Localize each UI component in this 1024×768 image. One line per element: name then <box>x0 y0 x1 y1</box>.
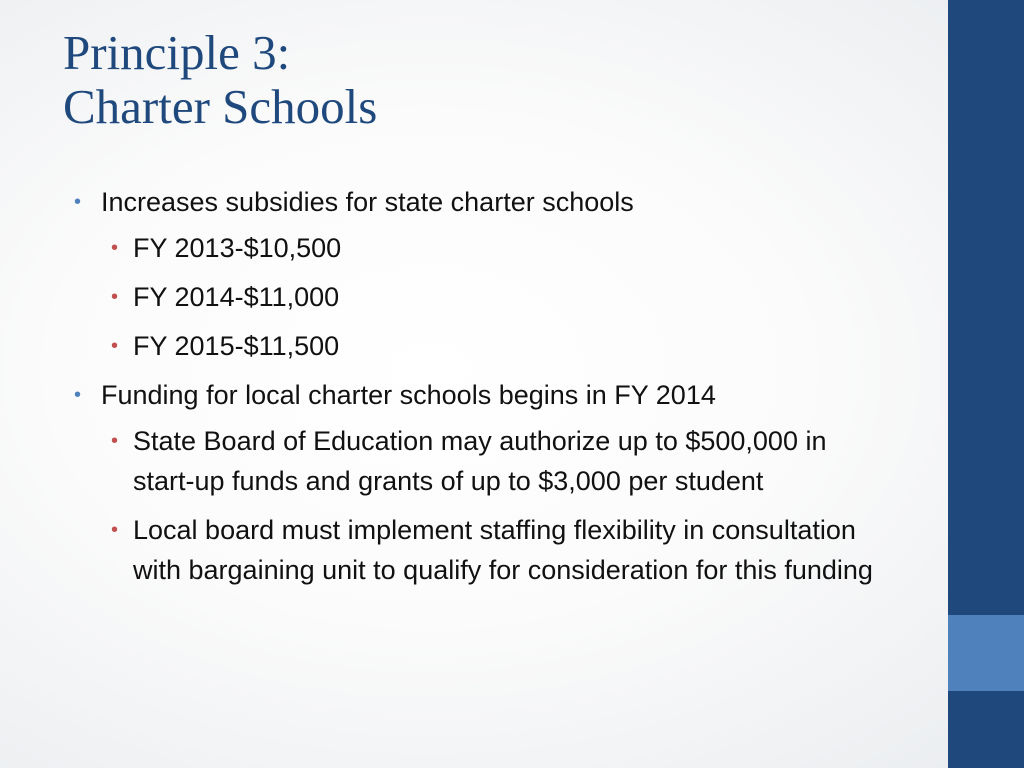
bullet-text: Funding for local charter schools begins in FY 2014 <box>101 380 716 410</box>
side-bar-accent-decoration <box>948 615 1024 691</box>
bullet-list <box>70 182 890 599</box>
sub-bullet-text: State Board of Education may authorize up to $500,000 in start-up funds and grants of up to $3,000 per student <box>133 426 827 496</box>
bullet-item <box>70 375 890 590</box>
sub-bullet-text: FY 2015-$11,500 <box>133 331 340 361</box>
title-line-1: Principle 3: <box>63 25 291 80</box>
sub-bullet-text: Local board must implement staffing flexibility in consultation with bargaining unit to qualify for consideration for this funding <box>133 515 873 585</box>
sub-bullet-item <box>101 326 890 366</box>
bullet-text: Increases subsidies for state charter schools <box>101 187 634 217</box>
sub-bullet-list <box>101 421 890 590</box>
sub-bullet-icon: • <box>111 519 119 541</box>
sub-bullet-icon: • <box>111 237 119 259</box>
bullet-icon: • <box>74 191 82 213</box>
sub-bullet-text: FY 2014-$11,000 <box>133 282 340 312</box>
bullet-icon: • <box>74 384 82 406</box>
sub-bullet-icon: • <box>111 430 119 452</box>
sub-bullet-item <box>101 277 890 317</box>
sub-bullet-item <box>101 421 890 501</box>
sub-bullet-item <box>101 510 890 590</box>
sub-bullet-icon: • <box>111 335 119 357</box>
sub-bullet-icon: • <box>111 286 119 308</box>
sub-bullet-text: FY 2013-$10,500 <box>133 233 342 263</box>
bullet-item <box>70 182 890 366</box>
title-line-2: Charter Schools <box>63 79 378 134</box>
sub-bullet-list <box>101 228 890 366</box>
slide-title <box>63 26 377 134</box>
sub-bullet-item <box>101 228 890 268</box>
